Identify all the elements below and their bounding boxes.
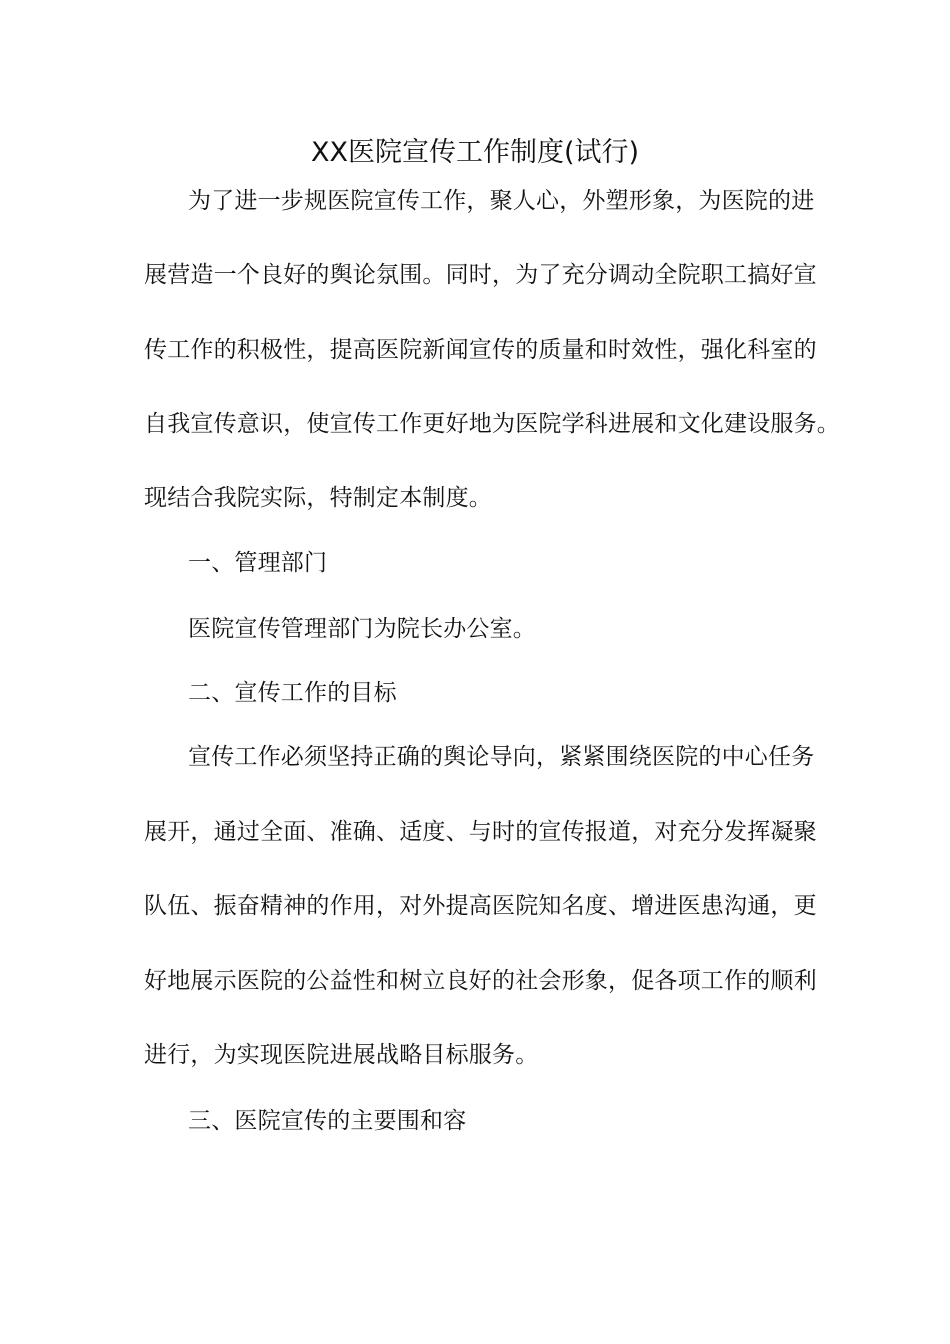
section-2-heading: 二、宣传工作的目标	[188, 680, 397, 706]
section-1-heading: 一、管理部门	[188, 550, 328, 576]
section-2-line-5: 进行，为实现医院进展战略目标服务。	[144, 1042, 539, 1068]
intro-line-4: 自我宣传意识，使宣传工作更好地为医院学科进展和文化建设服务。	[144, 411, 840, 437]
intro-line-5: 现结合我院实际，特制定本制度。	[144, 485, 492, 511]
section-2-line-1: 宣传工作必须坚持正确的舆论导向，紧紧围绕医院的中心任务	[188, 744, 815, 770]
document-title: XX医院宣传工作制度(试行)	[310, 137, 640, 168]
section-2-line-3: 队伍、振奋精神的作用，对外提高医院知名度、增进医患沟通，更	[144, 893, 817, 919]
section-3-heading: 三、医院宣传的主要围和容	[188, 1108, 467, 1134]
section-2-line-4: 好地展示医院的公益性和树立良好的社会形象，促各项工作的顺利	[144, 968, 817, 994]
section-1-line-1: 医院宣传管理部门为院长办公室。	[188, 616, 536, 642]
intro-line-2: 展营造一个良好的舆论氛围。同时，为了充分调动全院职工搞好宣	[144, 262, 817, 288]
section-2-line-2: 展开，通过全面、准确、适度、与时的宣传报道，对充分发挥凝聚	[144, 819, 817, 845]
intro-line-3: 传工作的积极性，提高医院新闻宣传的质量和时效性，强化科室的	[144, 337, 817, 363]
intro-line-1: 为了进一步规医院宣传工作，聚人心，外塑形象，为医院的进	[188, 188, 815, 214]
